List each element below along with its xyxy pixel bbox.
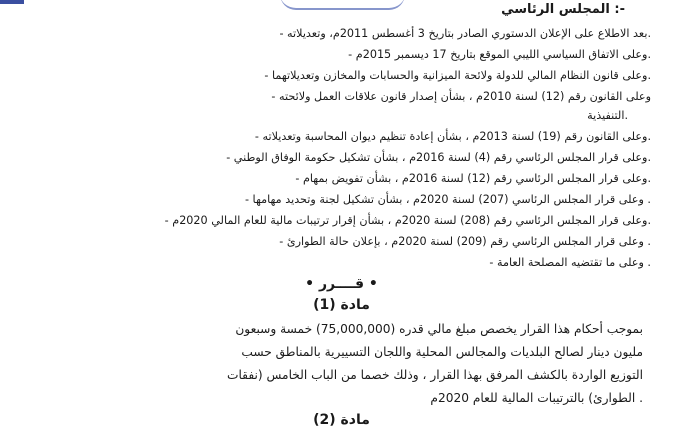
preamble-line: - وعلى قرار المجلس الرئاسي (207) لسنة 2020م ، بشأن تشكيل لجنة وتحديد مهامها . bbox=[244, 193, 651, 206]
seal-fragment bbox=[280, 0, 405, 10]
preamble-line: - وعلى ما تقتضيه المصلحة العامة . bbox=[489, 256, 651, 269]
preamble-line: - وعلى قرار المجلس الرئاسي رقم (12) لسنة 2016م ، بشأن تفويض بمهام. bbox=[295, 172, 651, 185]
preamble-line-continuation: التنفيذية. bbox=[587, 109, 628, 122]
preamble-line: - وعلى قرار المجلس الرئاسي رقم (208) لسنة 2020م ، بشأن إقرار ترتيبات مالية للعام المالي 2020م. bbox=[164, 214, 651, 227]
page-edge-mark bbox=[0, 0, 24, 4]
preamble-line: - وعلى الاتفاق السياسي الليبي الموقع بتاريخ 17 ديسمبر 2015م. bbox=[348, 48, 651, 61]
preamble-line: - وعلى قرار المجلس الرئاسي رقم (209) لسنة 2020م ، بإعلان حالة الطوارئ . bbox=[279, 235, 651, 248]
article-1-text-line: التوزيع الواردة بالكشف المرفق بهذا القرار ، وذلك خصما من الباب الخامس (نفقات bbox=[226, 368, 643, 382]
article-1-text-line: مليون دينار لصالح البلديات والمجالس المحلية واللجان التسييرية بالمناطق حسب bbox=[241, 345, 643, 359]
preamble-line: - وعلى قانون النظام المالي للدولة ولائحة الميزانية والحسابات والمخازن وتعديلاتهما. bbox=[264, 69, 651, 82]
preamble-line: - وعلى القانون رقم (12) لسنة 2010م ، بشأن إصدار قانون علاقات العمل ولائحته bbox=[271, 90, 651, 103]
council-heading: المجلس الرئاسي :- bbox=[501, 2, 625, 17]
article-2-title: مادة (2) bbox=[313, 412, 370, 428]
preamble-line: - بعد الاطلاع على الإعلان الدستوري الصادر بتاريخ 3 أغسطس 2011م، وتعديلاته. bbox=[279, 27, 651, 40]
preamble-line: - وعلى قرار المجلس الرئاسي رقم (4) لسنة 2016م ، بشأن تشكيل حكومة الوفاق الوطني. bbox=[226, 151, 651, 164]
article-1-title: مادة (1) bbox=[313, 297, 370, 313]
article-1-text-line: بموجب أحكام هذا القرار يخصص مبلغ مالي قدره (75,000,000) خمسة وسبعون bbox=[235, 322, 643, 336]
preamble-line: - وعلى القانون رقم (19) لسنة 2013م ، بشأن إعادة تنظيم ديوان المحاسبة وتعديلاته. bbox=[254, 130, 651, 143]
decision-title: • قــــرر • bbox=[305, 276, 378, 292]
article-1-text-line: الطوارئ) بالترتيبات المالية للعام 2020م . bbox=[430, 391, 643, 405]
